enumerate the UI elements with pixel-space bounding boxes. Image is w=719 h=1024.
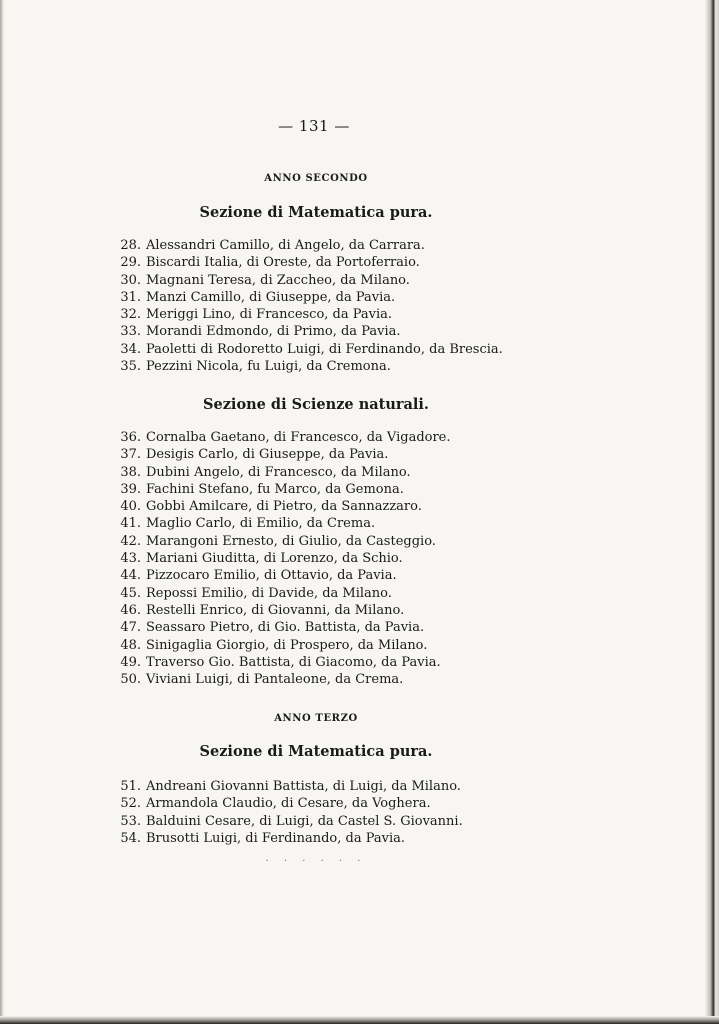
entry-number: 43. [120, 551, 141, 567]
list-item [112, 254, 503, 271]
year-heading-secondo: ANNO SECONDO [264, 173, 368, 184]
entry-text: Paoletti di Rodoretto Luigi, di Ferdinando, da Brescia. [146, 341, 503, 357]
entry-number: 50. [120, 672, 141, 688]
page-left-edge [0, 0, 4, 1024]
page-bottom-dots: · · · · · · [265, 856, 367, 867]
page-bottom-edge [0, 1016, 719, 1024]
list-item [112, 237, 503, 254]
entry-number: 54. [120, 830, 141, 846]
entry-number: 45. [120, 585, 141, 601]
entry-text: Brusotti Luigi, di Ferdinando, da Pavia. [146, 830, 406, 846]
entry-text: Maglio Carlo, di Emilio, da Crema. [146, 516, 376, 532]
list-item [112, 323, 503, 340]
entry-text: Seassaro Pietro, di Gio. Battista, da Pavia. [146, 620, 425, 636]
list-item [112, 585, 451, 602]
entry-text: Balduini Cesare, di Luigi, da Castel S. Giovanni. [146, 813, 463, 829]
entry-text: Desigis Carlo, di Giuseppe, da Pavia. [146, 447, 389, 463]
list-item [112, 550, 451, 567]
entry-number: 33. [120, 324, 141, 340]
page-right-edge [705, 0, 719, 1024]
entry-number: 31. [120, 289, 141, 305]
list-item [112, 533, 451, 550]
entry-text: Traverso Gio. Battista, di Giacomo, da Pavia. [146, 654, 441, 670]
entry-number: 38. [120, 464, 141, 480]
list-item [112, 637, 451, 654]
entry-text: Dubini Angelo, di Francesco, da Milano. [146, 464, 411, 480]
list-item [112, 306, 503, 323]
entry-text: Viviani Luigi, di Pantaleone, da Crema. [146, 672, 404, 688]
entry-list-matematica-terzo [112, 778, 463, 847]
year-heading-terzo: ANNO TERZO [274, 713, 358, 724]
section-heading-scienze-naturali: Sezione di Scienze naturali. [203, 396, 429, 413]
entry-number: 44. [120, 568, 141, 584]
list-item [112, 358, 503, 375]
list-item [112, 481, 451, 498]
entry-list-scienze-naturali [112, 429, 451, 688]
list-item [112, 654, 451, 671]
section-heading-matematica-terzo: Sezione di Matematica pura. [199, 743, 433, 760]
page-number: — 131 — [278, 117, 350, 135]
entry-number: 51. [120, 779, 141, 794]
entry-text: Manzi Camillo, di Giuseppe, da Pavia. [146, 289, 396, 305]
entry-number: 47. [120, 620, 141, 636]
entry-number: 39. [120, 481, 141, 497]
entry-text: Gobbi Amilcare, di Pietro, da Sannazzaro. [146, 499, 422, 515]
entry-number: 32. [120, 307, 141, 323]
entry-text: Mariani Giuditta, di Lorenzo, da Schio. [146, 551, 403, 567]
entry-text: Restelli Enrico, di Giovanni, da Milano. [146, 602, 405, 618]
list-item [112, 289, 503, 306]
list-item [112, 498, 451, 515]
list-item [112, 671, 451, 688]
entry-text: Armandola Claudio, di Cesare, da Voghera. [146, 796, 431, 812]
entry-number: 30. [120, 272, 141, 288]
entry-text: Cornalba Gaetano, di Francesco, da Vigadore. [146, 430, 451, 445]
entry-text: Repossi Emilio, di Davide, da Milano. [146, 585, 392, 601]
entry-text: Magnani Teresa, di Zaccheo, da Milano. [146, 272, 410, 288]
entry-number: 37. [120, 447, 141, 463]
entry-text: Fachini Stefano, fu Marco, da Gemona. [146, 481, 404, 497]
entry-number: 49. [120, 654, 141, 670]
entry-number: 35. [120, 359, 141, 375]
entry-list-matematica-secondo [112, 237, 503, 375]
list-item [112, 778, 463, 795]
entry-text: Biscardi Italia, di Oreste, da Portoferraio. [146, 255, 420, 271]
list-item [112, 619, 451, 636]
entry-number: 52. [120, 796, 141, 812]
entry-number: 34. [120, 341, 141, 357]
entry-number: 28. [120, 238, 141, 253]
entry-number: 40. [120, 499, 141, 515]
list-item [112, 272, 503, 289]
list-item [112, 446, 451, 463]
list-item [112, 341, 503, 358]
entry-number: 42. [120, 533, 141, 549]
list-item [112, 830, 463, 847]
section-heading-matematica-secondo: Sezione di Matematica pura. [199, 204, 433, 221]
entry-text: Andreani Giovanni Battista, di Luigi, da Milano. [146, 779, 461, 794]
list-item [112, 515, 451, 532]
entry-number: 48. [120, 637, 141, 653]
list-item [112, 795, 463, 812]
entry-number: 46. [120, 602, 141, 618]
list-item [112, 429, 451, 446]
entry-text: Pezzini Nicola, fu Luigi, da Cremona. [146, 359, 391, 375]
entry-number: 41. [120, 516, 141, 532]
entry-number: 53. [120, 813, 141, 829]
list-item [112, 602, 451, 619]
entry-text: Morandi Edmondo, di Primo, da Pavia. [146, 324, 401, 340]
entry-text: Pizzocaro Emilio, di Ottavio, da Pavia. [146, 568, 397, 584]
entry-number: 36. [120, 430, 141, 445]
list-item [112, 464, 451, 481]
list-item [112, 567, 451, 584]
list-item [112, 813, 463, 830]
entry-text: Alessandri Camillo, di Angelo, da Carrara. [146, 238, 425, 253]
entry-text: Sinigaglia Giorgio, di Prospero, da Milano. [146, 637, 428, 653]
entry-number: 29. [120, 255, 141, 271]
entry-text: Meriggi Lino, di Francesco, da Pavia. [146, 307, 393, 323]
entry-text: Marangoni Ernesto, di Giulio, da Casteggio. [146, 533, 436, 549]
